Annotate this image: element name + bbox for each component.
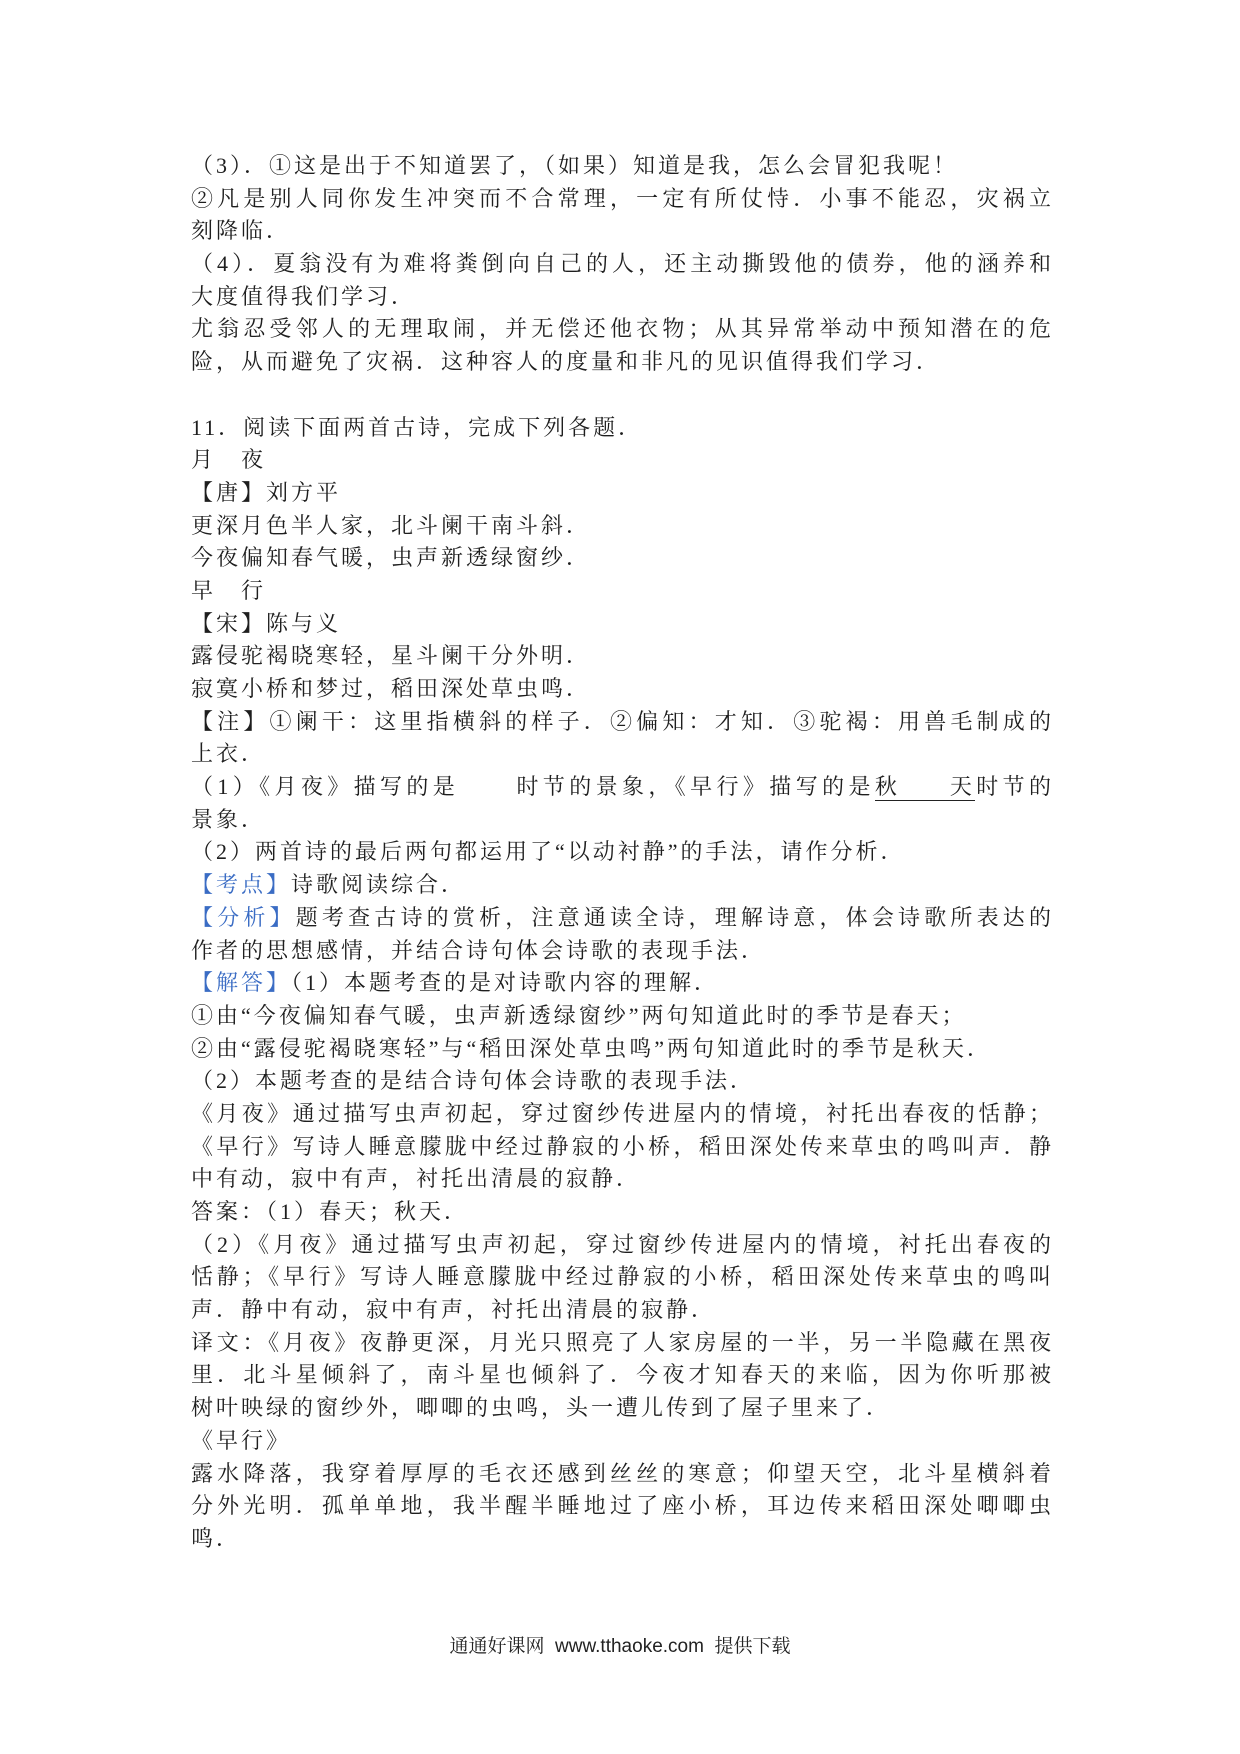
translation-line: 译文：《月夜》夜静更深，月光只照亮了人家房屋的一半，另一半隐藏在黑夜 xyxy=(191,1329,1054,1355)
poem-line: 寂寞小桥和梦过，稻田深处草虫鸣． xyxy=(191,676,592,701)
answer-item4-line: 险，从而避免了灾祸．这种容人的度量和非凡的见识值得我们学习． xyxy=(191,349,942,375)
translation-line: 《早行》 xyxy=(191,1427,292,1453)
answer-line: 声．静中有动，寂中有声，衬托出清晨的寂静． xyxy=(191,1297,717,1323)
poem-note-line: 上衣． xyxy=(191,741,267,767)
page-footer: 通通好课网 www.tthaoke.com 提供下载 xyxy=(449,1636,791,1657)
sub-question-1 xyxy=(191,771,1054,804)
poem-note-line: 【注】①阑干：这里指横斜的样子．②偏知：才知．③驼褐：用兽毛制成的 xyxy=(191,708,1054,734)
kaodian-text: 诗歌阅读综合． xyxy=(291,872,467,898)
jieda-line xyxy=(191,967,1054,1000)
translation-line: 里．北斗星倾斜了，南斗星也倾斜了．今夜才知春天的来临，因为你听那被 xyxy=(191,1362,1054,1388)
answer-item3-line: 刻降临． xyxy=(191,218,292,244)
sub-question-1-part-b: 时节的景象，《早行》描写的是 xyxy=(515,774,875,800)
jieda-line: ①由“今夜偏知春气暖，虫声新透绿窗纱”两句知道此时的季节是春天； xyxy=(191,1002,967,1028)
poem-line: 露侵驼褐晓寒轻，星斗阑干分外明． xyxy=(191,643,592,669)
answer-item4-line: （4）．夏翁没有为难将粪倒向自己的人，还主动撕毁他的债券，他的涵养和 xyxy=(191,251,1054,277)
jieda-line: 中有动，寂中有声，衬托出清晨的寂静． xyxy=(191,1166,642,1192)
translation-line: 鸣． xyxy=(191,1525,242,1551)
translation-line: 树叶映绿的窗纱外，唧唧的虫鸣，头一遭儿传到了屋子里来了． xyxy=(191,1395,892,1421)
answer-line: 答案：（1）春天；秋天． xyxy=(191,1199,470,1224)
answer-item4-line: 大度值得我们学习． xyxy=(191,283,417,309)
blank-line xyxy=(191,379,1054,412)
answer-item3-line: （3）．①这是出于不知道罢了，（如果）知道是我，怎么会冒犯我呢！ xyxy=(191,153,959,178)
question-stem: 11．阅读下面两首古诗，完成下列各题． xyxy=(191,414,644,440)
translation-line: 露水降落，我穿着厚厚的毛衣还感到丝丝的寒意；仰望天空，北斗星横斜着 xyxy=(191,1460,1054,1486)
filled-answer-blank: 秋天 xyxy=(874,774,975,800)
jieda-line: 《早行》写诗人睡意朦胧中经过静寂的小桥，稻田深处传来草虫的鸣叫声．静 xyxy=(191,1133,1054,1159)
kaodian-line xyxy=(191,869,1054,902)
poem-title: 早 行 xyxy=(191,577,267,603)
poem-author: 【宋】陈与义 xyxy=(191,610,342,636)
answer-line: （2）《月夜》通过描写虫声初起，穿过窗纱传进屋内的情境，衬托出春夜的 xyxy=(191,1231,1054,1257)
poem-title: 月 夜 xyxy=(191,447,267,473)
sub-question-2: （2）两首诗的最后两句都运用了“以动衬静”的手法，请作分析． xyxy=(191,839,906,865)
sub-question-1-continued: 景象． xyxy=(191,806,267,832)
fenxi-line: 作者的思想感情，并结合诗句体会诗歌的表现手法． xyxy=(191,937,767,963)
answer-item3-line: ②凡是别人同你发生冲突而不合常理，一定有所仗恃．小事不能忍，灾祸立 xyxy=(191,185,1054,211)
poem-author: 【唐】刘方平 xyxy=(191,479,342,505)
jieda-line: （2）本题考查的是结合诗句体会诗歌的表现手法． xyxy=(191,1068,756,1094)
page-content xyxy=(191,150,1054,1556)
kaodian-label: 【考点】 xyxy=(191,872,292,898)
poem-line: 今夜偏知春气暖，虫声新透绿窗纱． xyxy=(191,545,592,571)
fenxi-line xyxy=(191,902,1054,935)
jieda-text: （1）本题考查的是对诗歌内容的理解． xyxy=(291,970,720,996)
jieda-label: 【解答】 xyxy=(191,970,292,996)
fenxi-label: 【分析】 xyxy=(191,904,296,930)
jieda-line: 《月夜》通过描写虫声初起，穿过窗纱传进屋内的情境，衬托出春夜的恬静； xyxy=(191,1100,1054,1126)
fenxi-text: 题考查古诗的赏析，注意通读全诗，理解诗意，体会诗歌所表达的 xyxy=(295,904,1054,930)
sub-question-1-part-a: （1）《月夜》描写的是 xyxy=(191,774,460,800)
jieda-line: ②由“露侵驼褐晓寒轻”与“稻田深处草虫鸣”两句知道此时的季节是秋天． xyxy=(191,1035,993,1061)
sub-question-1-part-c: 时节的 xyxy=(974,774,1054,800)
translation-line: 分外光明．孤单单地，我半醒半睡地过了座小桥，耳边传来稻田深处唧唧虫 xyxy=(191,1493,1054,1519)
poem-line: 更深月色半人家，北斗阑干南斗斜． xyxy=(191,512,592,538)
answer-item4-line: 尤翁忍受邻人的无理取闹，并无偿还他衣物；从其异常举动中预知潜在的危 xyxy=(191,316,1054,342)
answer-line: 恬静；《早行》写诗人睡意朦胧中经过静寂的小桥，稻田深处传来草虫的鸣叫 xyxy=(191,1264,1054,1290)
